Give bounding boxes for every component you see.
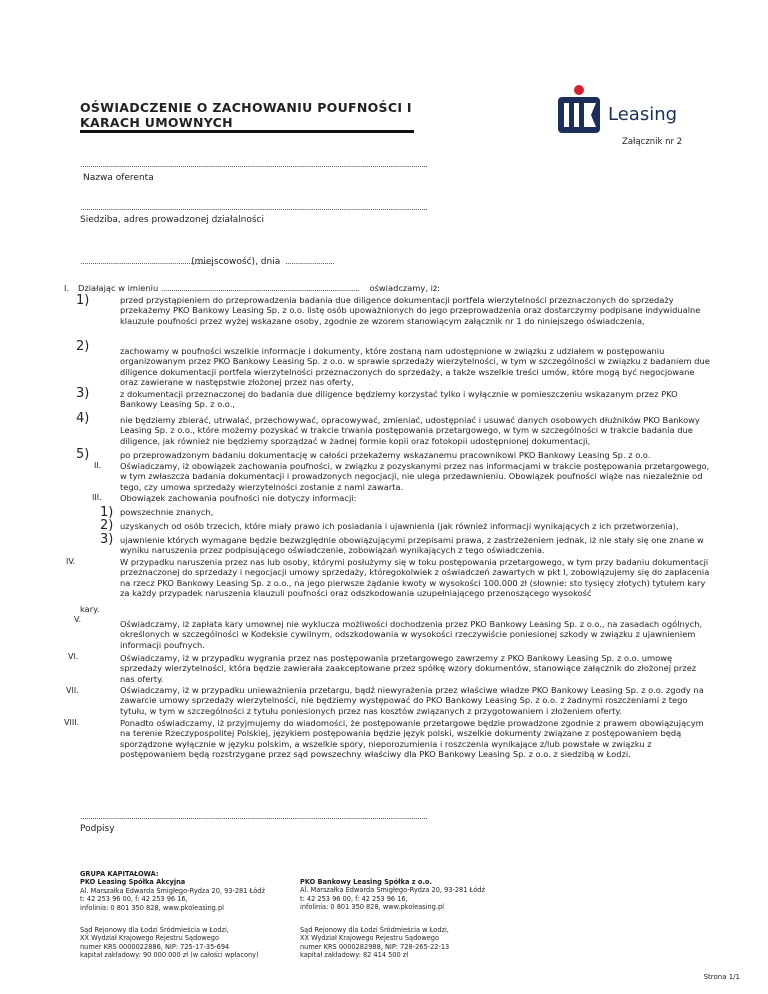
item-2-text: zachowamy w poufności wszelkie informacje i dokumenty, które zostaną nam udostępnione w związku z udziałem w postępowaniu organizowanym przez PKO Bankowy Leasing Sp. z o.o. w sprawie sprzedaży wierzytelności, w tym w szczególności w związku z badaniem due diligence dokumentacji portfela wierzytelności przeznaczonych do sprzedaży, a także wszelkie treści umów, które mogą być negocjowane oraz zawierane w następstwie złożonej przez nas oferty,	[120, 346, 710, 387]
title-underline	[80, 130, 414, 133]
title-line-1: OŚWIADCZENIE O ZACHOWANIU POUFNOŚCI I	[80, 100, 412, 115]
pko-logo-icon	[556, 84, 602, 134]
footer-company-1	[80, 870, 300, 912]
footer-c2-dept: XX Wydział Krajowego Rejestru Sądowego	[300, 934, 439, 943]
item-3-number: 3)	[76, 386, 90, 401]
section-7-text: Oświadczamy, iż w przypadku unieważnienia przetargu, bądź niewyrażenia przez właściwe władze PKO Bankowy Leasing Sp. z o.o. zgody na zawarcie umowy sprzedaży wierzytelności, nie będziemy występować do PKO Bankowy Leasing Sp. z o.o. z żadnymi roszczeniami z tego tytułu, w tym w szczególności z tytułu poniesionych przez nas kosztów związanych z przygotowaniem i złożeniem oferty.	[120, 685, 704, 716]
footer-c2-court: Sąd Rejonowy dla Łodzi Śródmieścia w Łodzi,	[300, 926, 449, 934]
bidder-name-field[interactable]: ..........................................................................................................................................................................	[80, 160, 428, 169]
footer-group-label: GRUPA KAPITAŁOWA:	[80, 870, 159, 878]
section-5-text: Oświadczamy, iż zapłata kary umownej nie wyklucza możliwości dochodzenia przez PKO Bankowy Leasing Sp. z o.o., na zasadach ogólnych, określonych w szczególności w Kodeksie cywilnym, odszkodowania w wysokości rzeczywiście poniesionej szkody w związku z ujawnieniem informacji poufnych.	[120, 619, 703, 650]
signature-field[interactable]: ..........................................................................................................................................................................	[80, 812, 428, 821]
item-3-1-number: 1)	[100, 505, 114, 520]
address-label: Siedziba, adres prowadzonej działalności	[80, 215, 264, 225]
signature-label: Podpisy	[80, 824, 115, 834]
item-4-number: 4)	[76, 411, 90, 426]
item-2-number: 2)	[76, 339, 90, 354]
section-4-end: kary.	[80, 604, 100, 614]
footer-c2-name: PKO Bankowy Leasing Spółka z o.o.	[300, 878, 432, 886]
place-date-label: (miejscowość), dnia	[191, 257, 281, 267]
section-5-number: V.	[74, 615, 81, 624]
intro-text-b: oświadczamy, iż:	[369, 283, 441, 293]
represented-entity-field[interactable]: .................................................................................................	[160, 284, 360, 293]
date-field[interactable]: ........................	[285, 257, 335, 266]
bidder-name-label: Nazwa oferenta	[83, 173, 154, 183]
logo-text: Leasing	[608, 104, 678, 125]
section-6-text: Oświadczamy, iż w przypadku wygrania przez nas postępowania przetargowego zawrzemy z PKO Bankowy Leasing Sp. z o.o. umowę sprzedaży wierzytelności, która będzie zawierała zaakceptowane przez spółkę wzory dokumentów, stanowiące załącznik do złożonej przez nas oferty.	[120, 653, 697, 684]
page-number: Strona 1/1	[703, 973, 740, 981]
section-2-number: II.	[94, 461, 102, 470]
item-5-text: po przeprowadzonym badaniu dokumentację w całości przekażemy wskazanemu pracownikowi PKO Bankowy Leasing Sp. z o.o.	[120, 450, 651, 460]
intro-text-a: Działając w imieniu	[78, 283, 159, 293]
footer-c1-info: infolinia: 0 801 350 828, www.pkoleasing.pl	[80, 903, 224, 912]
title-line-2: KARACH UMOWNYCH	[80, 115, 233, 130]
item-3-2-number: 2)	[100, 518, 114, 533]
section-3-number: III.	[92, 493, 102, 502]
footer-company-2	[300, 878, 520, 912]
section-6-number: VI.	[68, 652, 79, 661]
footer-c1-capital: kapitał zakładowy: 90 000 000 zł (w całości wpłacony)	[80, 951, 259, 960]
intro-line	[78, 283, 440, 294]
item-3-2-text: uzyskanych od osób trzecich, które miały prawo ich posiadania i ujawnienia (jak również informacji wynikających z ich przetworzenia),	[120, 521, 679, 531]
footer-c2-phone: t: 42 253 96 00, f: 42 253 96 16,	[300, 894, 408, 903]
item-3-3-number: 3)	[100, 532, 114, 547]
footer-c1-phone: t: 42 253 96 00, f: 42 253 96 16,	[80, 895, 188, 904]
footer-c2-info: infolinia: 0 801 350 828, www.pkoleasing.pl	[300, 903, 444, 912]
item-4-text: nie będziemy zbierać, utrwalać, przechowywać, opracowywać, zmieniać, udostępniać i usuwać danych osobowych dłużników PKO Bankowy Leasing Sp. z o.o., które możemy pozyskać w trakcie trwania postępowania przetargowego, w tym w szczególności w trakcie badania due diligence, jak również nie będziemy sporządzać w żadnej formie kopii oraz fotokopii udostępnionej dokumentacji,	[120, 415, 700, 446]
place-date-line	[80, 249, 335, 268]
section-7-number: VII.	[66, 686, 79, 695]
footer-c2-krs: numer KRS 0000282988, NIP: 728-265-22-13	[300, 942, 450, 951]
footer-company-2-registry	[300, 926, 520, 960]
item-1-text: przed przystąpieniem do przeprowadzenia badania due diligence dokumentacji portfela wierzytelności przeznaczonych do sprzedaży przekażemy PKO Bankowy Leasing Sp. z o.o. listę osób upoważnionych do jego przeprowadzenia oraz dostarczymy podpisane indywidualne klauzule poufności przez wyżej wskazane osoby, zgodnie ze wzorem stanowiącym załącznik nr 1 do niniejszego oświadczenia,	[120, 295, 701, 326]
footer-c1-court: Sąd Rejonowy dla Łodzi Śródmieścia w Łodzi,	[80, 926, 229, 934]
item-5-number: 5)	[76, 447, 90, 462]
item-3-text: z dokumentacji przeznaczonej do badania due diligence będziemy korzystać tylko i wyłącznie w pomieszczeniu wskazanym przez PKO Bankowy Leasing Sp. z o.o.,	[120, 389, 678, 410]
attachment-number: Załącznik nr 2	[622, 137, 683, 147]
item-3-3-text: ujawnienie których wymagane będzie bezwzględnie obowiązującymi przepisami prawa, z zastrzeżeniem jednak, iż nie stały się one znane w wyniku naruszenia przez podpisującego oświadczenie, zobowiązań wynikających z tego oświadczenia.	[120, 535, 704, 556]
footer-c1-dept: XX Wydział Krajowego Rejestru Sądowego	[80, 934, 219, 943]
footer-c2-address: Al. Marszałka Edwarda Śmigłego-Rydza 20, 93-281 Łódź	[300, 886, 485, 895]
footer-c1-address: Al. Marszałka Edwarda Śmigłego-Rydza 20, 93-281 Łódź	[80, 886, 265, 895]
section-8-text: Ponadto oświadczamy, iż przyjmujemy do wiadomości, że postępowanie przetargowe będzie prowadzone zgodnie z prawem obowiązującym na terenie Rzeczypospolitej Polskiej, językiem postępowania będzie język polski, wszelkie dokumenty związane z postępowaniem będą sporządzone wyłącznie w języku polskim, a wszelkie spory, nieporozumienia i roszczenia wynikające z/lub powstałe w związku z postępowaniem będą rozstrzygane przez sąd powszechny właściwy dla PKO Bankowy Leasing Sp. z o.o. z siedzibą w Łodzi.	[120, 718, 704, 759]
address-field[interactable]: ..........................................................................................................................................................................	[80, 203, 428, 212]
item-3-1-text: powszechnie znanych,	[120, 507, 214, 517]
section-1-number: I.	[64, 283, 70, 293]
place-field[interactable]: .................................................................	[80, 257, 213, 266]
footer-c2-capital: kapitał zakładowy: 82 414 500 zł	[300, 951, 409, 960]
section-2-text: Oświadczamy, iż obowiązek zachowania poufności, w związku z pozyskanymi przez nas informacjami w trakcie postępowania przetargowego, w tym zwłaszcza badania dokumentacji i prowadzonych negocjacji, nie ulega przedawnieniu. Obowiązek poufności wiąże nas niezależnie od tego, czy umowa sprzedaży wierzytelności zostanie z nami zawarta.	[120, 461, 710, 492]
footer-c1-name: PKO Leasing Spółka Akcyjna	[80, 878, 186, 887]
section-8-number: VIII.	[64, 718, 80, 727]
section-4-text: W przypadku naruszenia przez nas lub osoby, którymi posłużymy się w toku postępowania przetargowego, w tym przy badaniu dokumentacji przeznaczonej do sprzedaży i negocjacji umowy sprzedaży, któregokolwiek z oświadczeń zawartych w pkt I, zobowiązujemy się do zapłacenia na rzecz PKO Bankowy Leasing Sp. z o.o., na jego pierwsze żądanie kwoty w wysokości 100.000 zł (słownie: sto tysięcy złotych) tytułem kary za każdy przypadek naruszenia klauzuli poufności oraz odszkodowania uzupełniającego przenoszącego wysokość	[120, 557, 710, 598]
section-3-text: Obowiązek zachowania poufności nie dotyczy informacji:	[120, 493, 357, 503]
footer-company-1-registry	[80, 926, 300, 960]
item-1-number: 1)	[76, 293, 90, 308]
footer-c1-krs: numer KRS 0000022886, NIP: 725-17-35-694	[80, 942, 230, 951]
document-title	[80, 100, 412, 130]
section-4-number: IV.	[66, 557, 76, 566]
